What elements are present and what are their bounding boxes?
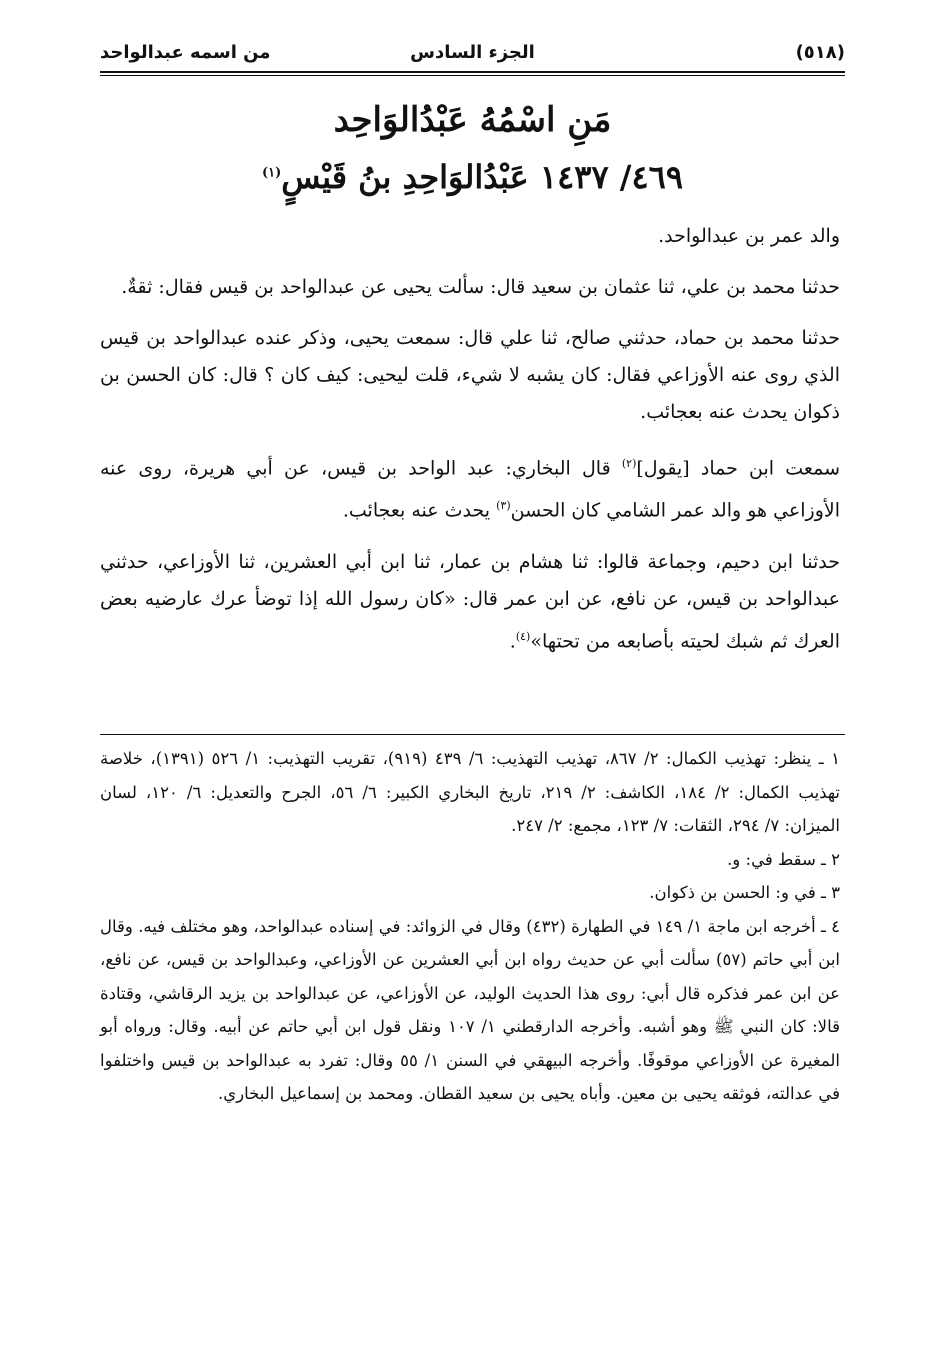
paragraph-5-part-a: حدثنا ابن دحيم، وجماعة قالوا: ثنا هشام بن عمار، ثنا ابن أبي العشرين، ثنا الأوزاعي، حدثني عبدالواحد بن قيس، عن نافع، عن ابن عمر قال: «كان رسول الله إذا توضأ عرك عارضيه بعض العرك ثم شبك لحيته بأصابعه من تحتها» bbox=[100, 550, 840, 652]
running-header bbox=[100, 38, 845, 70]
paragraph-1: والد عمر بن عبدالواحد. bbox=[658, 225, 840, 247]
footnote-4: ٤ ـ أخرجه ابن ماجة ١/ ١٤٩ في الطهارة (٤٣٢) وقال في الزوائد: في إسناده عبدالواحد، وهو مختلف فيه. وقال ابن أبي حاتم (٥٧) سألت أبي عن حديث رواه ابن أبي العشرين عن الأوزاعي، وعبدالواحد بن قيس، عن نافع، عن ابن عمر فذكره قال أبي: روى هذا الحديث الوليد، عن الأوزاعي، عن عبدالواحد بن يزيد الرقاشي، وقتادة قالا: كان النبي ﷺ وهو أشبه. وأخرجه الدارقطني ١/ ١٠٧ ونقل قول ابن أبي حاتم عن أبيه. وقال: ورواه أبو المغيرة عن الأوزاعي موقوفًا. وأخرجه البيهقي في السنن ١/ ٥٥ وقال: تفرد به عبدالواحد بن قيس واختلفوا في عدالته، فوثقه يحيى بن معين. وأباه يحيى بن سعيد القطان. ومحمد بن إسماعيل البخاري. bbox=[100, 916, 841, 1103]
paragraph-3: حدثنا محمد بن حماد، حدثني صالح، ثنا علي قال: سمعت يحيى، وذكر عنده عبدالواحد بن قيس الذي روى عنه الأوزاعي فقال: كان يشبه لا شيء، قلت ليحيى: كيف كان ؟ قال: كان الحسن بن ذكوان يحدث عنه بعجائب. bbox=[100, 327, 840, 423]
entry-heading bbox=[100, 158, 845, 196]
footnote-ref-2: (٢) bbox=[621, 457, 637, 470]
paragraph-4 bbox=[100, 445, 840, 530]
paragraph-5-part-b: . bbox=[509, 629, 516, 652]
footnote-2: ٢ ـ سقط في: و. bbox=[727, 849, 840, 869]
footnote-divider bbox=[100, 734, 845, 735]
paragraph-2: حدثنا محمد بن علي، ثنا عثمان بن سعيد قال: سألت يحيى عن عبدالواحد بن قيس فقال: ثقةٌ. bbox=[121, 276, 840, 298]
section-label: من اسمه عبدالواحد bbox=[100, 42, 271, 63]
header-divider bbox=[100, 71, 845, 76]
page-number: (٥١٨) bbox=[795, 42, 845, 63]
main-text bbox=[100, 218, 840, 674]
footnote-ref-4: (٤) bbox=[515, 629, 531, 643]
part-label: الجزء السادس bbox=[410, 42, 535, 63]
footnotes bbox=[100, 742, 840, 1111]
entry-heading-text: ٤٦٩/ ١٤٣٧ عَبْدُالوَاحِدِ بنُ قَيْسٍ bbox=[281, 158, 684, 196]
paragraph-4-part-b: قال البخاري: عبد الواحد بن قيس، عن أبي هريرة، روى عنه الأوزاعي هو والد عمر الشامي كان الحسن bbox=[100, 457, 840, 522]
footnote-3: ٣ ـ في و: الحسن بن ذكوان. bbox=[649, 883, 840, 902]
paragraph-4-part-c: يحدث عنه بعجائب. bbox=[342, 499, 497, 522]
chapter-title: مَنِ اسْمُهُ عَبْدُالوَاحِد bbox=[333, 100, 612, 140]
footnote-ref-1: (١) bbox=[261, 165, 282, 181]
paragraph-4-part-a: سمعت ابن حماد [يقول] bbox=[636, 457, 840, 480]
paragraph-5 bbox=[100, 544, 840, 660]
footnote-1: ١ ـ ينظر: تهذيب الكمال: ٢/ ٨٦٧، تهذيب التهذيب: ٦/ ٤٣٩ (٩١٩)، تقريب التهذيب: ١/ ٥٢٦ (١٣٩١)، خلاصة تهذيب الكمال: ٢/ ١٨٤، الكاشف: ٢/ ٢١٩، تاريخ البخاري الكبير: ٦/ ٥٦، الجرح والتعديل: ٦/ ١٢٠، لسان الميزان: ٧/ ٢٩٤، الثقات: ٧/ ١٢٣، مجمع: ٢/ ٢٤٧. bbox=[100, 749, 841, 835]
footnote-ref-3: (٣) bbox=[496, 499, 511, 513]
